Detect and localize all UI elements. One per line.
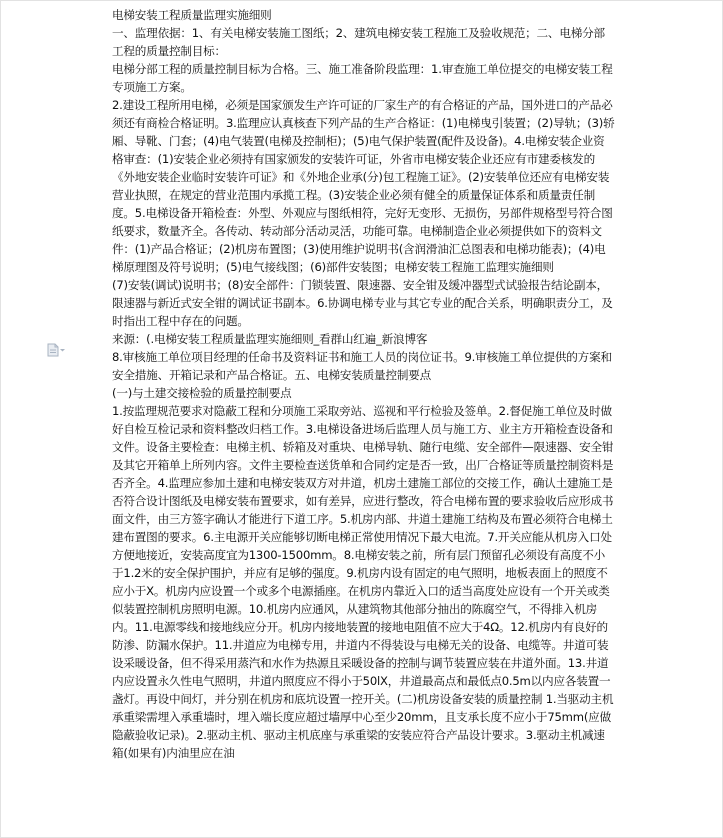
source-line: 来源：(.电梯安装工程质量监理实施细则_看群山红遍_新浪博客 bbox=[112, 332, 428, 346]
paragraph: 电梯分部工程的质量控制目标为合格。三、施工准备阶段监理：1.审查施工单位提交的电梯安装工程专项施工方案。 bbox=[112, 62, 613, 94]
paragraph: 1.按监理规范要求对隐蔽工程和分项施工采取旁站、巡视和平行检验及签单。2.督促施工单位及时做好自检互检记录和资料整改归档工作。3.电梯设备进场后监理人员与施工方、业主方开箱检查设备和文件。设备主要检查：电梯主机、轿箱及对重块、电梯导轨、随行电缆、安全部件—限速器、安全钳及其它开箱单上所列内容。文件主要检查送货单和合同约定是否一致，出厂合格证等质量控制资料是否齐全。4.监理应参加土建和电梯安装双方对井道，机房土建施工部位的交接工作，确认土建施工是否符合设计图纸及电梯安装布置要求，如有差异，应进行整改，符合电梯布置的要求验收后应形成书面文件，由三方签字确认才能进行下道工序。5.机房内部、井道土建施工结构及布置必须符合电梯土建布置图的要求。6.主电源开关应能够切断电梯正常使用情况下最大电流。7.开关应能从机房入口处方便地接近，安装高度宜为1300-1500mm。8.电梯安装之前，所有层门预留孔必须设有高度不小于1.2米的安全保护围护，并应有足够的强度。9.机房内设有固定的电气照明，地板表面上的照度不应小于X。机房内应设置一个或多个电源插座。在机房内靠近入口的适当高度处应设有一个开关或类似装置控制机房照明电源。10.机房内应通风，从建筑物其他部分抽出的陈腐空气，不得排入机房内。11.电源零线和接地线应分开。机房内接地装置的接地电阻值不应大于4Ω。12.机房内有良好的防渗、防漏水保护。11.井道应为电梯专用，井道内不得装设与电梯无关的设备、电缆等。井道可装设采暖设备，但不得采用蒸汽和水作为热源且采暖设备的控制与调节装置应装在井道外面。13.井道内应设置永久性电气照明，井道内照度应不得小于50lX，井道最高点和最低点0.5m以内应各装置一盏灯。再设中间灯，并分别在机房和底坑设置一控开关。(二)机房设备安装的质量控制 1.当驱动主机承重梁需埋入承重墙时，埋入端长度应超过墙厚中心至少20mm，且支承长度不应小于75mm(应做隐蔽验收记录)。2.驱动主机、驱动主机底座与承重梁的安装应符合产品设计要求。3.驱动主机减速箱(如果有)内油里应在油 bbox=[112, 404, 614, 760]
section-heading: (一)与土建交接检验的质量控制要点 bbox=[112, 386, 292, 400]
paragraph: 2.建设工程所用电梯，必须是国家颁发生产许可证的厂家生产的有合格证的产品，国外进口的产品必须还有商检合格证明。3.监理应认真核查下列产品的生产合格证：(1)电梯曳引装置；(2)导轨；(3)轿厢、导靴、门套；(4)电气装置(电梯及控制柜)；(5)电气保护装置(配件及设备)。4.电梯安装企业资格审查：(1)安装企业必须持有国家颁发的安装许可证，外省市电梯安装企业还应有市建委核发的《外地安装企业临时安装许可证》和《外地企业承(分)包工程施工证》。(2)安装单位还应有电梯安装营业执照，在规定的营业范围内承揽工程。(3)安装企业必须有健全的质量保证体系和质量责任制度。5.电梯设备开箱检查：外型、外观应与图纸相符，完好无变形、无损伤，另部件规格型号符合图纸要求，数量齐全。各传动、转动部分活动灵活，功能可靠。电梯制造企业必须提供如下的资料文件：(1)产品合格证；(2)机房布置图；(3)使用维护说明书(含润滑油汇总图表和电梯功能表)；(4)电梯原理图及符号说明；(5)电气接线图；(6)部件安装图；电梯安装工程施工监理实施细则 bbox=[112, 98, 615, 274]
document-body bbox=[112, 6, 615, 762]
document-comment-icon[interactable] bbox=[46, 342, 66, 356]
paragraph: 8.审核施工单位项目经理的任命书及资料证书和施工人员的岗位证书。9.审核施工单位提供的方案和安全措施、开箱记录和产品合格证。五、电梯安装质量控制要点 bbox=[112, 350, 612, 382]
paragraph: (7)安装(调试)说明书；(8)安全部件：门锁装置、限速器、安全钳及缓冲器型式试验报告结论副本，限速器与新近式安全钳的调试证书副本。6.协调电梯专业与其它专业的配合关系，明确职责分工，及时指出工程中存在的问题。 bbox=[112, 278, 613, 328]
document-title: 电梯安装工程质量监理实施细则 bbox=[112, 8, 272, 22]
paragraph: 一、监理依据：1、有关电梯安装施工图纸；2、建筑电梯安装工程施工及验收规范；二、电梯分部工程的质量控制目标： bbox=[112, 26, 605, 58]
